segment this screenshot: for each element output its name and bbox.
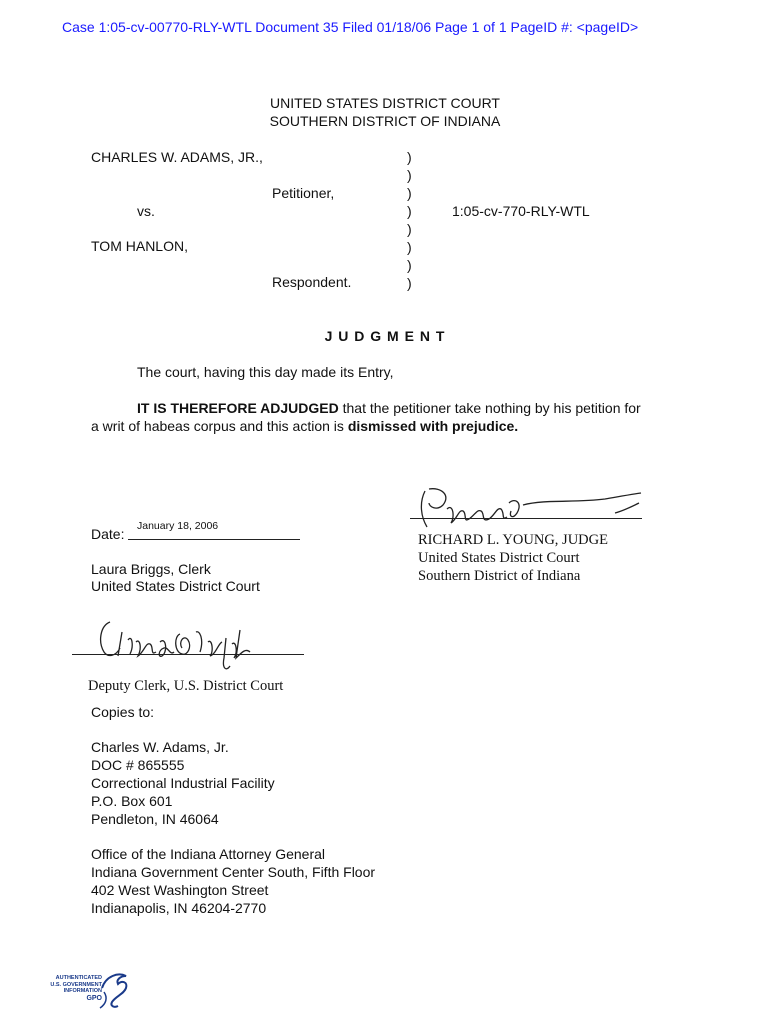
filing-header-stamp: Case 1:05-cv-00770-RLY-WTL Document 35 Filed 01/18/06 Page 1 of 1 PageID #: <pageID> [62, 19, 639, 35]
clerk-court: United States District Court [91, 578, 260, 594]
judge-signature-line [410, 518, 642, 519]
recipient-2-line: Office of the Indiana Attorney General [91, 846, 326, 862]
versus-label: vs. [137, 203, 155, 219]
eagle-icon [96, 968, 132, 1010]
recipient-1-line: Charles W. Adams, Jr. [91, 739, 229, 755]
caption-paren: ) [407, 203, 412, 219]
caption-paren: ) [407, 275, 412, 291]
caption-paren: ) [407, 257, 412, 273]
recipient-1-line: P.O. Box 601 [91, 793, 173, 809]
recipient-1-line: Correctional Industrial Facility [91, 775, 275, 791]
recipient-2-line: Indianapolis, IN 46204-2770 [91, 900, 267, 916]
caption-paren: ) [407, 149, 412, 165]
seal-line-4: GPO [86, 994, 102, 1002]
deputy-clerk-title: Deputy Clerk, U.S. District Court [88, 678, 284, 694]
seal-line-2: U.S. GOVERNMENT [50, 981, 102, 988]
judge-district: Southern District of Indiana [418, 568, 581, 584]
recipient-1-line: DOC # 865555 [91, 757, 185, 773]
respondent-name: TOM HANLON, [91, 238, 188, 254]
petitioner-name: CHARLES W. ADAMS, JR., [91, 149, 263, 165]
deputy-clerk-signature [70, 612, 310, 682]
dismissal-bold: dismissed with prejudice. [347, 418, 519, 434]
respondent-role: Respondent. [272, 274, 352, 290]
clerk-name: Laura Briggs, Clerk [91, 561, 211, 577]
caption-paren: ) [407, 239, 412, 255]
petitioner-role: Petitioner, [272, 185, 335, 201]
recipient-2-line: 402 West Washington Street [91, 882, 269, 898]
judge-court: United States District Court [418, 550, 580, 566]
body-paragraph-2-line-2 [91, 417, 518, 435]
deputy-clerk-signature-line [72, 654, 304, 655]
date-underline [128, 539, 300, 540]
copy-recipient-1 [91, 738, 275, 828]
recipient-2-line: Indiana Government Center South, Fifth Floor [91, 864, 376, 880]
body-paragraph-2-line-1 [137, 399, 641, 417]
adjudged-lead: IT IS THEREFORE ADJUDGED [137, 400, 339, 416]
document-title: J U D G M E N T [324, 328, 446, 344]
caption-parenthesis-column [407, 148, 412, 292]
body-paragraph-1: The court, having this day made its Entry, [137, 364, 394, 380]
judge-name: RICHARD L. YOUNG, JUDGE [418, 532, 608, 548]
dismissal-text: a writ of habeas corpus and this action is [91, 418, 348, 434]
adjudged-text: that the petitioner take nothing by his petition for [338, 400, 641, 416]
case-number: 1:05-cv-770-RLY-WTL [452, 203, 590, 219]
caption-paren: ) [407, 167, 412, 183]
court-name-line-2: SOUTHERN DISTRICT OF INDIANA [269, 113, 501, 129]
caption-paren: ) [407, 221, 412, 237]
recipient-1-line: Pendleton, IN 46064 [91, 811, 219, 827]
date-value: January 18, 2006 [137, 520, 219, 532]
copy-recipient-2 [91, 845, 375, 917]
seal-line-1: AUTHENTICATED [55, 975, 102, 981]
caption-paren: ) [407, 185, 412, 201]
court-name-line-1: UNITED STATES DISTRICT COURT [270, 95, 500, 111]
date-label: Date: [91, 526, 125, 542]
copies-label: Copies to: [91, 704, 155, 720]
seal-line-3: INFORMATION [63, 988, 102, 994]
gpo-authentication-seal [42, 968, 132, 1010]
